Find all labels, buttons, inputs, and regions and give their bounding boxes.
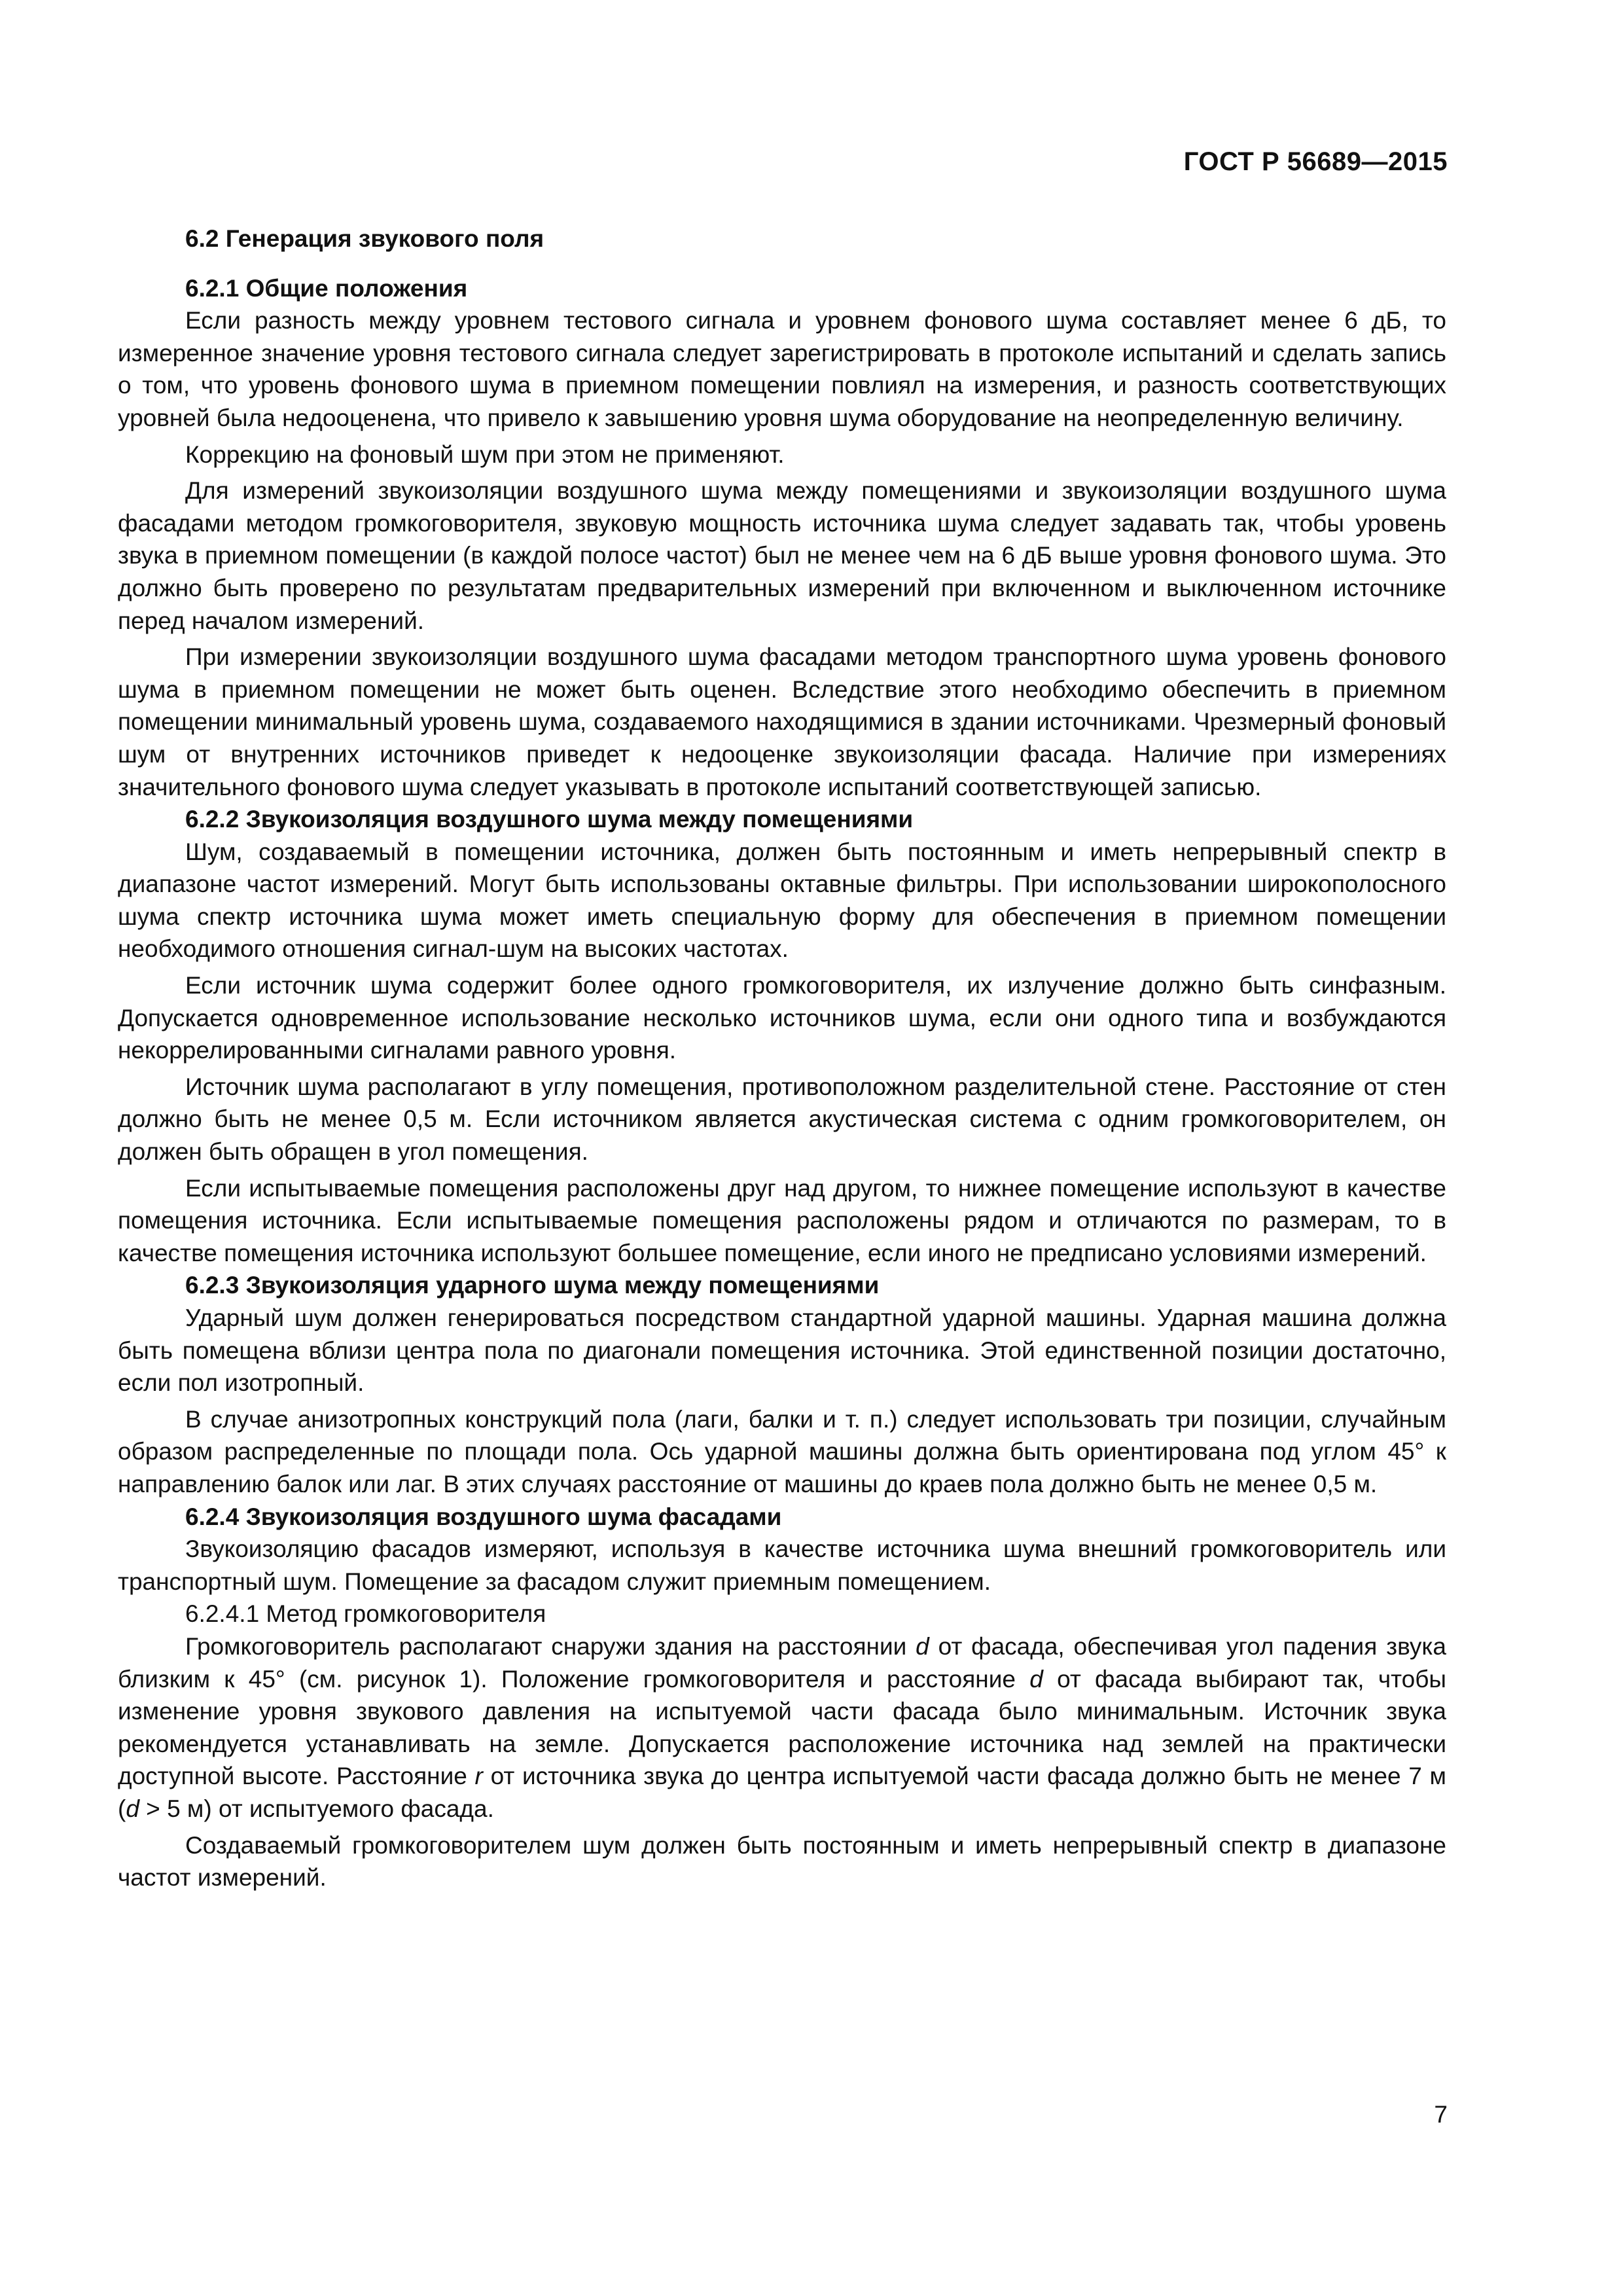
section-6-2-1-title: 6.2.1 Общие положения (185, 274, 468, 302)
variable-d: d (126, 1795, 139, 1822)
paragraph: Коррекцию на фоновый шум при этом не применяют. (185, 440, 785, 468)
paragraph: Источник шума располагают в углу помещения, противоположном разделительной стене. Расстояние от стен должно быть не менее 0,5 м. Если источником является акустическая система с одним громкоговорителем, он должен быть обращен в угол помещения. (118, 1073, 1446, 1166)
paragraph: При измерении звукоизоляции воздушного шума фасадами методом транспортного шума уровень фонового шума в приемном помещении не может быть оценен. Вследствие этого необходимо обеспечить в приемном помещении минимальный уровень шума, создаваемого находящимися в здании источниками. Чрезмерный фоновый шум от внутренних источников приведет к недооценке звукоизоляции фасада. Наличие при измерениях значительного фонового шума следует указывать в протоколе испытаний соответствующей записью. (118, 643, 1446, 800)
paragraph: Громкоговоритель располагают снаружи здания на расстоянии d от фасада, обеспечивая угол падения звука близким к 45° (см. рисунок 1). Положение громкоговорителя и расстояние d от фасада выбирают так, чтобы изменение уровня звукового давления на испытуемой части фасада было минимальным. Источник звука рекомендуется устанавливать на земле. Допускается расположение источника над землей на практически доступной высоте. Расстояние r от источника звука до центра испытуемой части фасада должно быть не менее 7 м (d > 5 м) от испытуемого фасада. (118, 1632, 1446, 1822)
paragraph: Создаваемый громкоговорителем шум должен быть постоянным и иметь непрерывный спектр в диапазоне частот измерений. (118, 1831, 1446, 1892)
paragraph: Звукоизоляцию фасадов измеряют, используя в качестве источника шума внешний громкоговоритель или транспортный шум. Помещение за фасадом служит приемным помещением. (118, 1535, 1446, 1595)
variable-d: d (916, 1632, 929, 1660)
paragraph: Если разность между уровнем тестового сигнала и уровнем фонового шума составляет менее 6 дБ, то измеренное значение уровня тестового сигнала следует зарегистрировать в протоколе испытаний и сделать запись о том, что уровень фонового шума в приемном помещении повлиял на измерения, и разность соответствующих уровней была недооценена, что привело к завышению уровня шума оборудование на неопределенную величину. (118, 307, 1446, 431)
document-code: ГОСТ Р 56689—2015 (1183, 147, 1448, 176)
paragraph: Если источник шума содержит более одного громкоговорителя, их излучение должно быть синфазным. Допускается одновременное использование несколько источников шума, если они одного типа и возбуждаются некоррелированными сигналами равного уровня. (118, 972, 1446, 1064)
section-6-2-title: 6.2 Генерация звукового поля (185, 225, 544, 252)
page-number: 7 (1434, 2101, 1448, 2128)
section-6-2-2-title: 6.2.2 Звукоизоляция воздушного шума между помещениями (185, 806, 914, 833)
variable-r: r (474, 1763, 483, 1790)
paragraph: Если испытываемые помещения расположены друг над другом, то нижнее помещение используют в качестве помещения источника. Если испытываемые помещения расположены рядом и отличаются по размерам, то в качестве помещения источника используют большее помещение, если иного не предписано условиями измерений. (118, 1174, 1446, 1266)
section-6-2-4-title: 6.2.4 Звукоизоляция воздушного шума фасадами (185, 1503, 782, 1530)
variable-d: d (1029, 1665, 1043, 1693)
paragraph: Шум, создаваемый в помещении источника, должен быть постоянным и иметь непрерывный спектр в диапазоне частот измерений. Могут быть использованы октавные фильтры. При использовании широкополосного шума спектр источника шума может иметь специальную форму для обеспечения в приемном помещении необходимого отношения сигнал-шум на высоких частотах. (118, 838, 1446, 963)
paragraph: В случае анизотропных конструкций пола (лаги, балки и т. п.) следует использовать три позиции, случайным образом распределенные по площади пола. Ось ударной машины должна быть ориентирована под углом 45° к направлению балок или лаг. В этих случаях расстояние от машины до краев пола должно быть не менее 0,5 м. (118, 1405, 1446, 1498)
section-6-2-4-1-title: 6.2.4.1 Метод громкоговорителя (185, 1600, 546, 1628)
page-content (118, 223, 1446, 1894)
paragraph: Для измерений звукоизоляции воздушного шума между помещениями и звукоизоляции воздушного шума фасадами методом громкоговорителя, звуковую мощность источника шума следует задавать так, чтобы уровень звука в приемном помещении (в каждой полосе частот) был не менее чем на 6 дБ выше уровня фонового шума. Это должно быть проверено по результатам предварительных измерений при включенном и выключенном источнике перед началом измерений. (118, 477, 1446, 634)
paragraph: Ударный шум должен генерироваться посредством стандартной ударной машины. Ударная машина должна быть помещена вблизи центра пола по диагонали помещения источника. Этой единственной позиции достаточно, если пол изотропный. (118, 1304, 1446, 1397)
section-6-2-3-title: 6.2.3 Звукоизоляция ударного шума между помещениями (185, 1272, 880, 1299)
